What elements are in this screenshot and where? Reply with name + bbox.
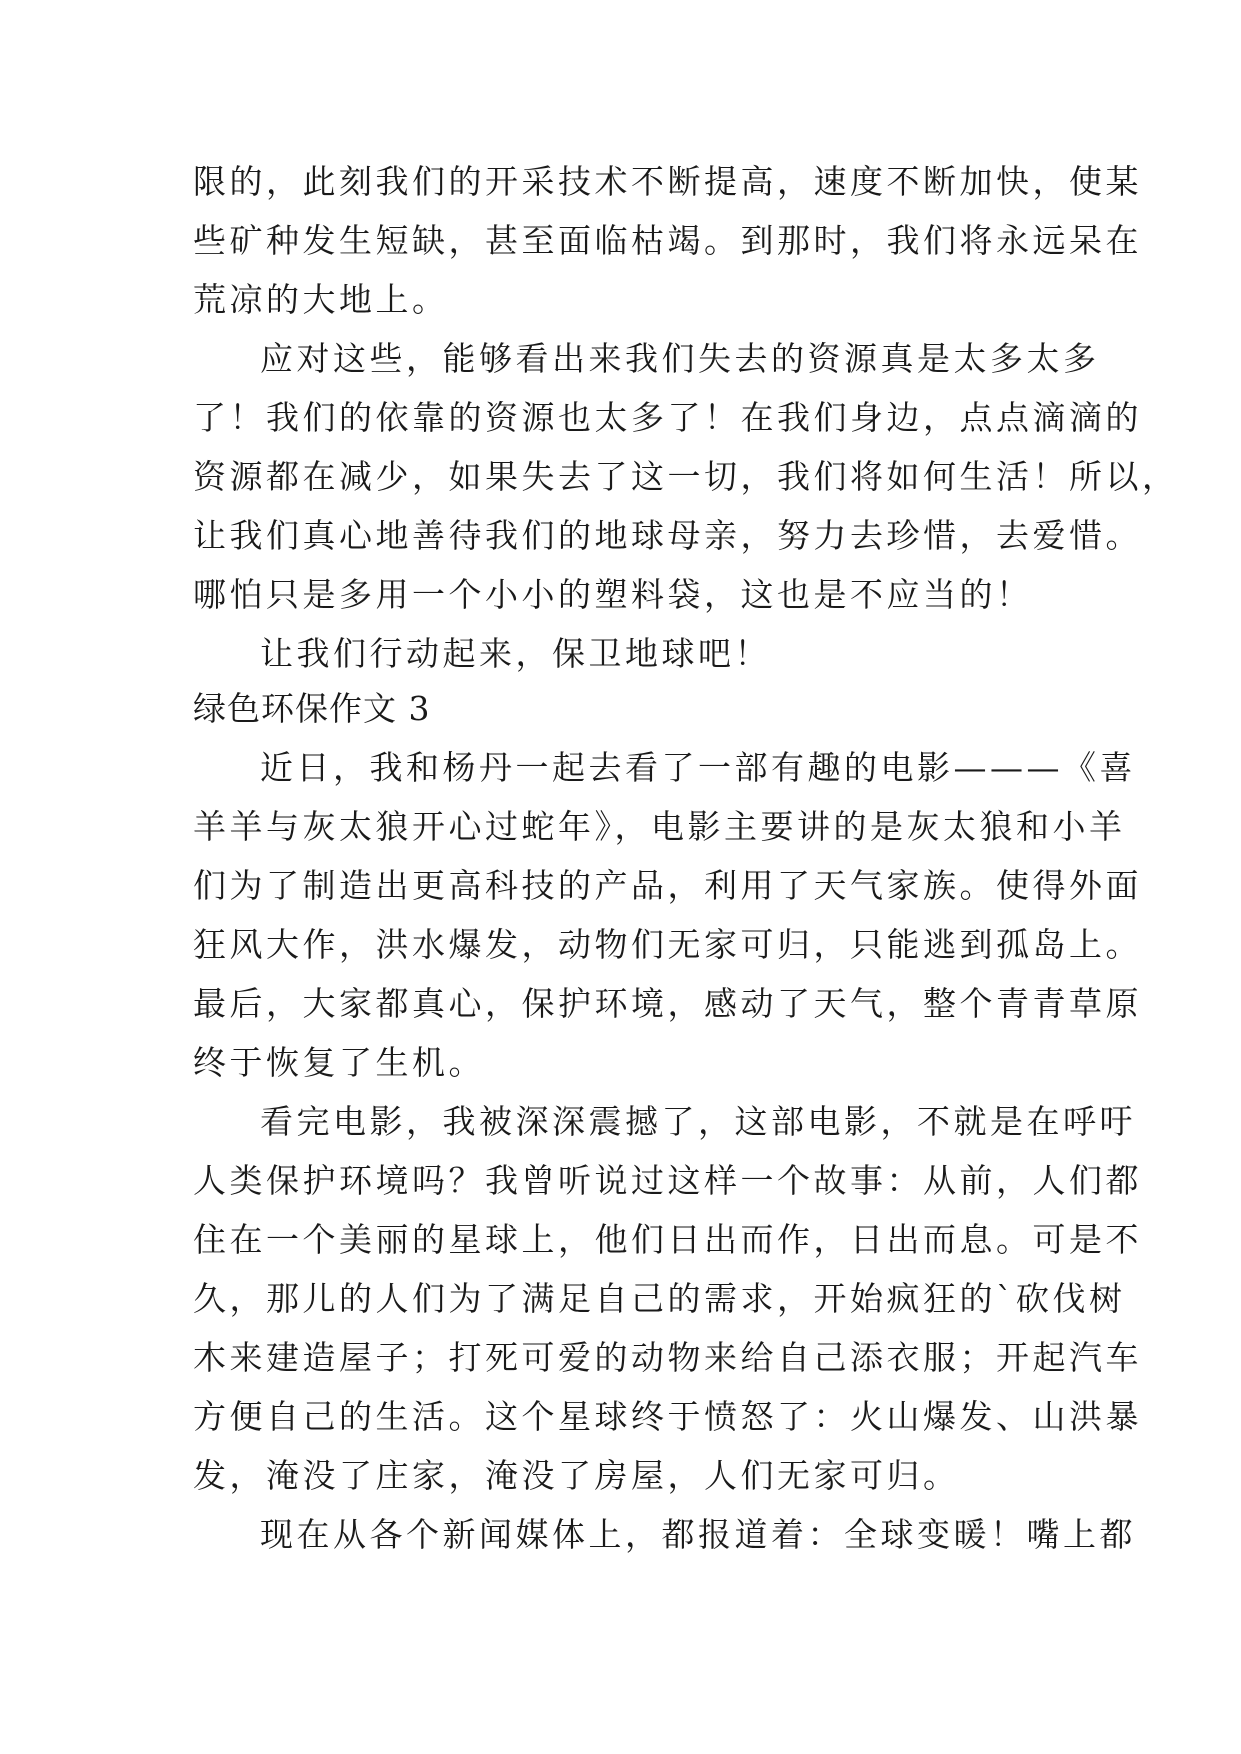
text-line: 限的，此刻我们的开采技术不断提高，速度不断加快，使某 [193, 162, 1142, 201]
text-line: 最后，大家都真心，保护环境，感动了天气，整个青青草原 [193, 984, 1142, 1023]
text-line: 了！我们的依靠的资源也太多了！在我们身边，点点滴滴的 [193, 398, 1142, 437]
text-line: 狂风大作，洪水爆发，动物们无家可归，只能逃到孤岛上。 [193, 925, 1142, 964]
text-line: 哪怕只是多用一个小小的塑料袋，这也是不应当的！ [193, 575, 1033, 614]
text-line: 让我们真心地善待我们的地球母亲，努力去珍惜，去爱惜。 [193, 516, 1142, 555]
text-line: 久，那儿的人们为了满足自己的需求，开始疯狂的`砍伐树 [193, 1279, 1126, 1318]
text-line: 发，淹没了庄家，淹没了房屋，人们无家可归。 [193, 1456, 960, 1495]
text-line: 终于恢复了生机。 [193, 1043, 485, 1082]
text-line: 些矿种发生短缺，甚至面临枯竭。到那时，我们将永远呆在 [193, 221, 1142, 260]
paragraph-start-line: 看完电影，我被深深震撼了，这部电影，不就是在呼吁 [260, 1102, 1136, 1141]
paragraph-start-line: 应对这些，能够看出来我们失去的资源真是太多太多 [260, 339, 1100, 378]
text-line: 羊羊与灰太狼开心过蛇年》，电影主要讲的是灰太狼和小羊 [193, 807, 1126, 846]
text-line: 荒凉的大地上。 [193, 280, 449, 319]
text-line: 们为了制造出更高科技的产品，利用了天气家族。使得外面 [193, 866, 1142, 905]
text-line: 木来建造屋子；打死可爱的动物来给自己添衣服；开起汽车 [193, 1338, 1142, 1377]
text-line: 方便自己的生活。这个星球终于愤怒了：火山爆发、山洪暴 [193, 1397, 1142, 1436]
paragraph-start-line: 近日，我和杨丹一起去看了一部有趣的电影———《喜 [260, 748, 1136, 787]
paragraph-start-line: 现在从各个新闻媒体上，都报道着：全球变暖！嘴上都 [260, 1515, 1136, 1554]
text-line: 资源都在减少，如果失去了这一切，我们将如何生活！所以， [193, 457, 1179, 496]
paragraph-start-line: 让我们行动起来，保卫地球吧！ [260, 634, 771, 673]
section-heading: 绿色环保作文 3 [193, 689, 431, 728]
text-line: 住在一个美丽的星球上，他们日出而作，日出而息。可是不 [193, 1220, 1142, 1259]
text-line: 人类保护环境吗？我曾听说过这样一个故事：从前，人们都 [193, 1161, 1142, 1200]
